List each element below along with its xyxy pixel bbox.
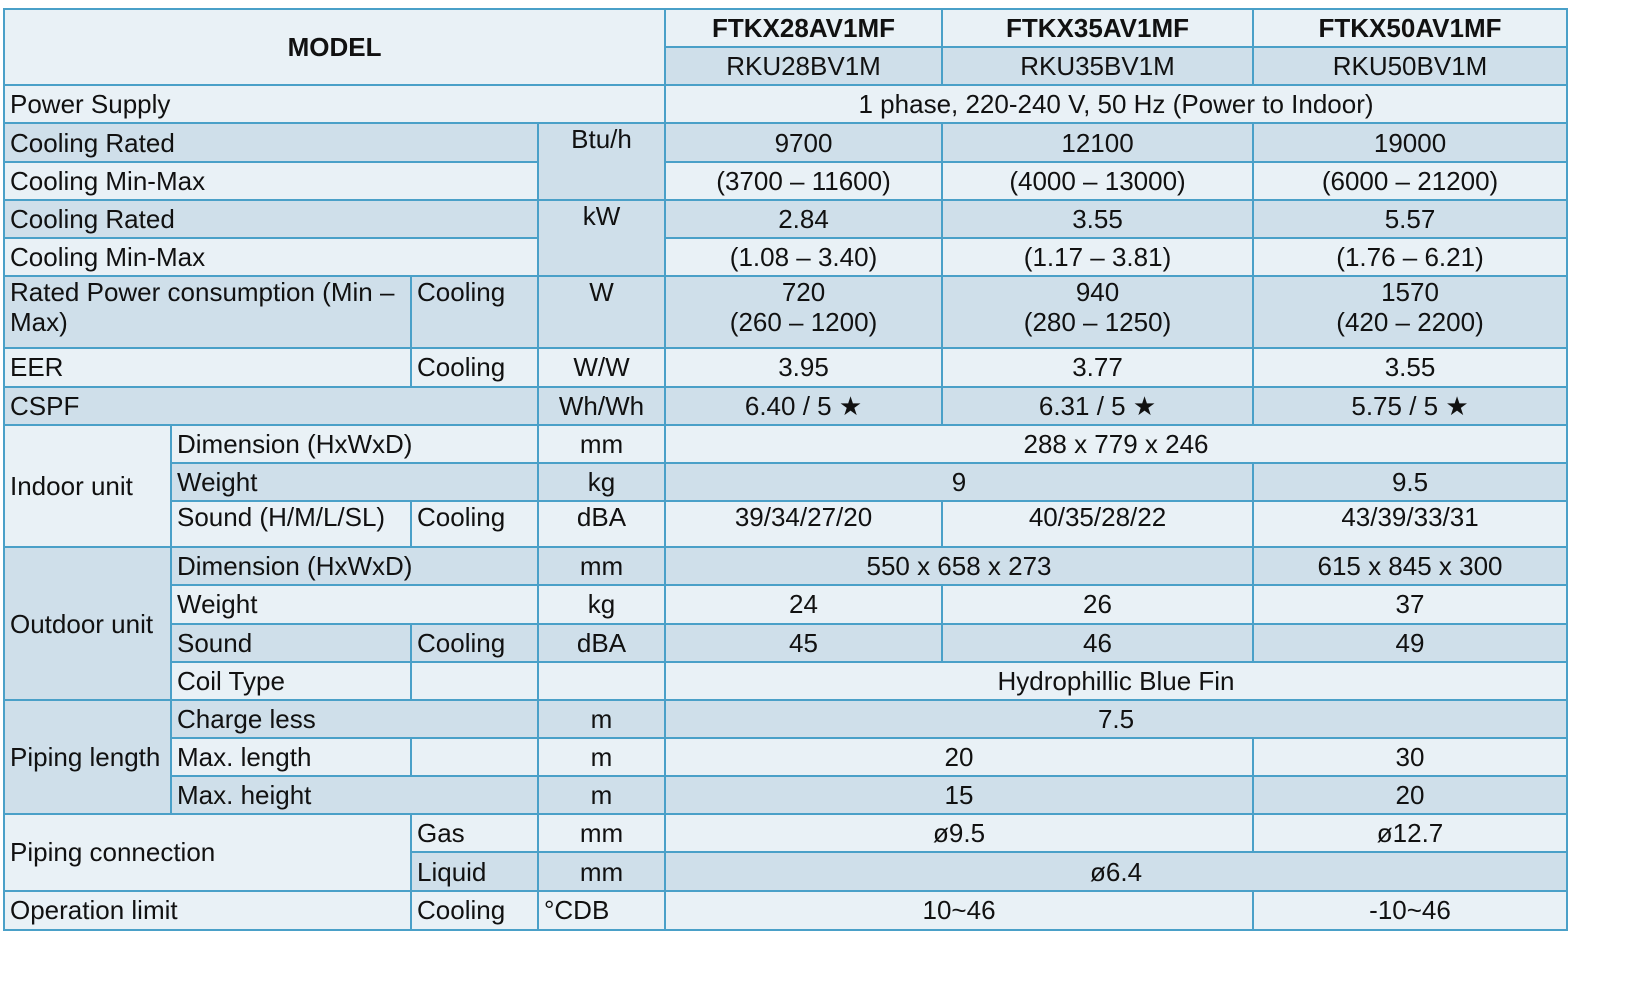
cspf-label: CSPF [4, 387, 538, 425]
value-cell: 3.77 [942, 348, 1253, 386]
value-cell: 3.95 [665, 348, 942, 386]
value-cell: 6.31 / 5 ★ [942, 387, 1253, 425]
power-consumption-label: Rated Power consumption (Min – Max) [4, 276, 411, 348]
mode-cell: Cooling [411, 501, 538, 547]
range-value: (260 – 1200) [729, 307, 878, 338]
cooling-rated-label: Cooling Rated [4, 200, 538, 238]
liquid-label: Liquid [411, 852, 538, 890]
value-cell: 26 [942, 585, 1253, 623]
unit-cell: mm [538, 547, 665, 585]
cooling-rated-label: Cooling Rated [4, 123, 538, 161]
rated-value: 1570 [1381, 277, 1439, 308]
value-cell: (1.76 – 6.21) [1253, 238, 1567, 276]
max-length-label: Max. length [171, 738, 411, 776]
value-cell: 2.84 [665, 200, 942, 238]
value-cell: -10~46 [1253, 891, 1567, 930]
unit-cell: W/W [538, 348, 665, 386]
unit-cell: mm [538, 814, 665, 852]
value-cell: 9 [665, 463, 1253, 501]
unit-cell: dBA [538, 501, 665, 547]
unit-cell: m [538, 776, 665, 814]
value-cell: 3.55 [1253, 348, 1567, 386]
outdoor-model-name: RKU50BV1M [1253, 47, 1567, 85]
operation-limit-label: Operation limit [4, 891, 411, 930]
value-cell: 3.55 [942, 200, 1253, 238]
value-cell: (6000 – 21200) [1253, 162, 1567, 200]
model-header: MODEL [4, 9, 665, 85]
value-cell: 9700 [665, 123, 942, 161]
value-cell: 39/34/27/20 [665, 501, 942, 547]
empty-cell [411, 738, 538, 776]
range-value: (280 – 1250) [1023, 307, 1172, 338]
outdoor-model-name: RKU28BV1M [665, 47, 942, 85]
value-cell: 10~46 [665, 891, 1253, 930]
model-name: FTKX28AV1MF [665, 9, 942, 47]
unit-cell: W [538, 276, 665, 348]
unit-cell: Wh/Wh [538, 387, 665, 425]
value-cell: 46 [942, 624, 1253, 662]
unit-cell: m [538, 700, 665, 738]
value-cell: 43/39/33/31 [1253, 501, 1567, 547]
outdoor-model-name: RKU35BV1M [942, 47, 1253, 85]
value-cell: 30 [1253, 738, 1567, 776]
value-cell: 6.40 / 5 ★ [665, 387, 942, 425]
value-cell: ø12.7 [1253, 814, 1567, 852]
value-cell: (1.17 – 3.81) [942, 238, 1253, 276]
model-name: FTKX50AV1MF [1253, 9, 1567, 47]
value-cell: 615 x 845 x 300 [1253, 547, 1567, 585]
value-cell: 5.57 [1253, 200, 1567, 238]
dimension-label: Dimension (HxWxD) [171, 547, 538, 585]
power-supply-label: Power Supply [4, 85, 665, 123]
dimension-label: Dimension (HxWxD) [171, 425, 538, 463]
mode-cell: Cooling [411, 348, 538, 386]
unit-cell: m [538, 738, 665, 776]
value-cell: 288 x 779 x 246 [665, 425, 1567, 463]
cooling-minmax-label: Cooling Min-Max [4, 238, 538, 276]
value-cell: 45 [665, 624, 942, 662]
value-cell: 20 [665, 738, 1253, 776]
power-supply-value: 1 phase, 220-240 V, 50 Hz (Power to Indoor) [665, 85, 1567, 123]
value-cell [665, 276, 942, 348]
unit-cell: mm [538, 852, 665, 890]
value-cell: 37 [1253, 585, 1567, 623]
weight-label: Weight [171, 463, 538, 501]
gas-label: Gas [411, 814, 538, 852]
value-cell: 9.5 [1253, 463, 1567, 501]
unit-cell: dBA [538, 624, 665, 662]
mode-cell: Cooling [411, 891, 538, 930]
empty-cell [411, 662, 538, 700]
weight-label: Weight [171, 585, 538, 623]
value-cell: 24 [665, 585, 942, 623]
range-value: (420 – 2200) [1336, 307, 1484, 338]
value-cell: 40/35/28/22 [942, 501, 1253, 547]
value-cell: 12100 [942, 123, 1253, 161]
unit-cell: kW [538, 200, 665, 276]
coil-type-label: Coil Type [171, 662, 411, 700]
value-cell: 550 x 658 x 273 [665, 547, 1253, 585]
charge-less-label: Charge less [171, 700, 538, 738]
value-cell: 49 [1253, 624, 1567, 662]
value-cell [942, 276, 1253, 348]
unit-cell: °CDB [538, 891, 665, 930]
value-cell: 15 [665, 776, 1253, 814]
outdoor-unit-label: Outdoor unit [4, 547, 171, 700]
rated-value: 940 [1075, 277, 1120, 308]
value-cell: Hydrophillic Blue Fin [665, 662, 1567, 700]
value-cell: ø9.5 [665, 814, 1253, 852]
model-name: FTKX35AV1MF [942, 9, 1253, 47]
value-cell: 5.75 / 5 ★ [1253, 387, 1567, 425]
sound-label: Sound [171, 624, 411, 662]
rated-value: 720 [781, 277, 826, 308]
cooling-minmax-label: Cooling Min-Max [4, 162, 538, 200]
piping-length-label: Piping length [4, 700, 171, 814]
value-cell: ø6.4 [665, 852, 1567, 890]
spec-table [3, 8, 1568, 931]
value-cell: 19000 [1253, 123, 1567, 161]
empty-cell [538, 662, 665, 700]
mode-cell: Cooling [411, 624, 538, 662]
value-cell [1253, 276, 1567, 348]
unit-cell: kg [538, 585, 665, 623]
unit-cell: mm [538, 425, 665, 463]
value-cell: (4000 – 13000) [942, 162, 1253, 200]
unit-cell: Btu/h [538, 123, 665, 199]
value-cell: (1.08 – 3.40) [665, 238, 942, 276]
value-cell: (3700 – 11600) [665, 162, 942, 200]
value-cell: 20 [1253, 776, 1567, 814]
eer-label: EER [4, 348, 411, 386]
mode-cell: Cooling [411, 276, 538, 348]
sound-label: Sound (H/M/L/SL) [171, 501, 411, 547]
unit-cell: kg [538, 463, 665, 501]
value-cell: 7.5 [665, 700, 1567, 738]
piping-connection-label: Piping connection [4, 814, 411, 890]
max-height-label: Max. height [171, 776, 538, 814]
indoor-unit-label: Indoor unit [4, 425, 171, 548]
